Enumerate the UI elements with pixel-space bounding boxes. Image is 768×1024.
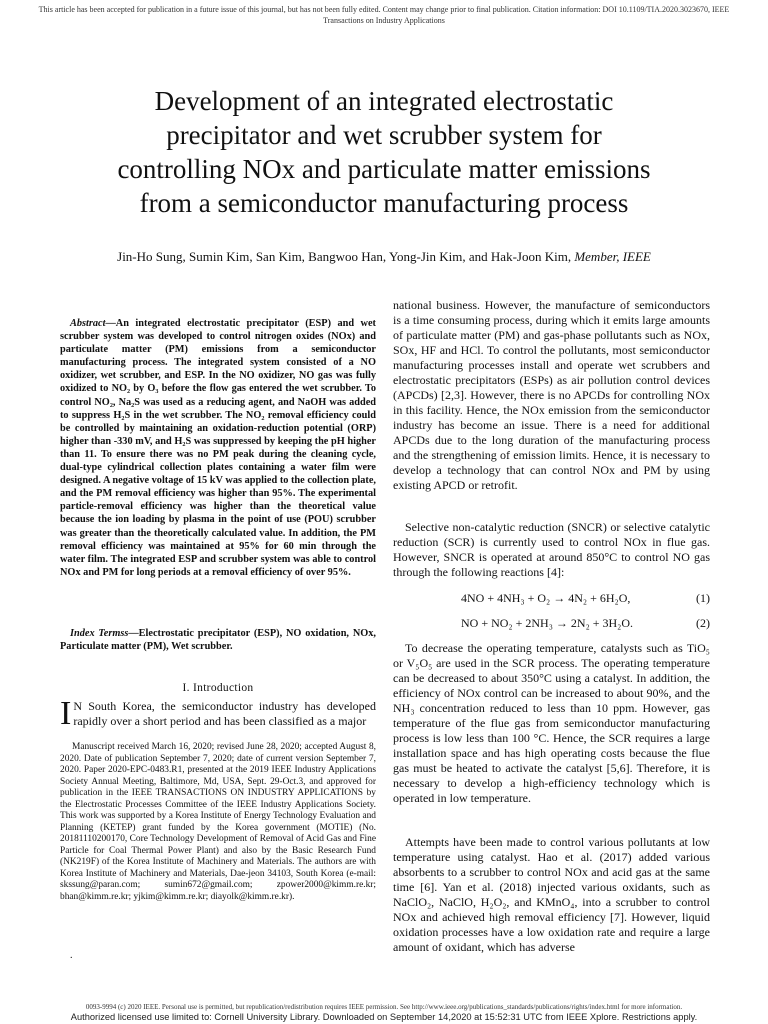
drop-cap: I xyxy=(60,695,72,732)
author-list xyxy=(40,249,728,265)
right-paragraph-1: national business. However, the manufacture of semiconductors is a time consuming process, during which it emits large amounts of particulate matter (PM) and gas-phase pollutants such as NOx, SOx, HF and HCl. To control the pollutants, most semiconductor manufacturing processes install and operate wet scrubbers and electrostatic precipitators (ESPs) as air pollution control devices (APCDs) [2,3]. However, there is no APCDs for controlling NOx in this facility. Hence, the NOx emission from the semiconductor industry has become an issue. There is a need for additional APCDs due to the long duration of the manufacturing process and the strengthening of emission limits. Hence, it is necessary to develop a technology that can control NOx and PM by using existing APCD or retrofit. xyxy=(393,298,710,492)
footnote-dot: . xyxy=(70,950,73,961)
title-line-1: Development of an integrated electrostatic xyxy=(154,86,614,116)
equation-1-number: (1) xyxy=(696,591,710,605)
index-terms-text: —Electrostatic precipitator (ESP), NO oxidation, NOx, Particulate matter (PM), Wet scrubber. xyxy=(60,628,376,653)
index-terms-label: Index Termss xyxy=(70,628,129,639)
author-names: Jin-Ho Sung, Sumin Kim, San Kim, Bangwoo Han, Yong-Jin Kim, and Hak-Joon Kim, xyxy=(117,249,572,264)
manuscript-footnote: Manuscript received March 16, 2020; revised June 28, 2020; accepted August 8, 2020. Date of publication September 7, 2020; date of current version September 7, 2020. Paper 2020-EPC-0483.R1, presented at the 2019 IEEE Industry Applications Society Annual Meeting, Baltimore, Md, USA, Sept. 29-Oct.3, and approved for publication in the IEEE TRANSACTIONS ON INDUSTRY APPLICATIONS by the Electrostatic Processes Committee of the IEEE Industry Applications Society. This work was supported by a Korea Institute of Energy Technology Evaluation and Planning (KETEP) grant funded by the Korea government (MOTIE) (No. 20181110200170, Core Technology Development of Removal of Acid Gas and Fine Particle for Coal Thermal Power Plant) and also by the Basic Research Fund (NK219F) of the Korea Institute of Machinery and Materials. The authors are with Korea Institute of Machinery and Materials, Dae-jeon 34103, South Korea (e-mail: skssung@paran.com; sumin672@gmail.com; zpower2000@kimm.re.kr; bhan@kimm.re.kr; yjkim@kimm.re.kr; diayolk@kimm.re.kr). xyxy=(60,742,376,902)
introduction-paragraph xyxy=(60,695,376,732)
copyright-footer: 0093-9994 (c) 2020 IEEE. Personal use is permitted, but republication/redistribution requires IEEE permission. See http://www.ieee.org/publications_standards/publications/rights/index.html for more information. xyxy=(85,1003,683,1011)
title-line-2: precipitator and wet scrubber system for xyxy=(166,120,602,150)
paper-title xyxy=(40,84,728,220)
equation-1 xyxy=(393,591,710,607)
index-terms xyxy=(60,627,376,653)
journal-header xyxy=(0,4,768,26)
right-paragraph-3: To decrease the operating temperature, catalysts such as TiO₅ or V₅O₅ are used in the SCR process. The operating temperature can be decreased to about 350°C using a catalyst. In addition, the efficiency of NOx control can be increased to about 90%, and the NH₃ concentration reduced to less than 10 ppm. However, gas temperature of the flue gas from semiconductor manufacturing process is low less than 100 °C. Hence, the SCR requires a large installation space and has high operating costs because the flue gas must be heated to activate the catalyst [5,6]. Therefore, it is necessary to develop a high-efficiency technology which is operated in low temperature. xyxy=(393,641,710,805)
title-line-4: from a semiconductor manufacturing process xyxy=(139,188,629,218)
license-footer: Authorized licensed use limited to: Cornell University Library. Downloaded on September 14,2020 at 15:52:31 UTC from IEEE Xplore. Restrictions apply. xyxy=(70,1012,698,1022)
introduction-text: N South Korea, the semiconductor industry has developed rapidly over a short period and has been classified as a major xyxy=(73,699,376,728)
author-membership: Member, IEEE xyxy=(574,249,651,264)
equation-2 xyxy=(393,616,710,632)
right-paragraph-4: Attempts have been made to control various pollutants at low temperature using catalyst. Hao et al. (2017) added various absorbents to a scrubber to control NOx and acid gas at the same time [6]. Yan et al. (2018) injected various oxidants, such as NaClO₂, NaClO, H₂O₂, and KMnO₄, into a scrubber to control NOx and achieved high removal efficiency [7]. However, liquid oxidation processes have a low oxidation rate and require a large amount of oxidant, which has adverse xyxy=(393,835,710,954)
title-line-3: controlling NOx and particulate matter emissions xyxy=(117,154,651,184)
equation-2-number: (2) xyxy=(696,616,710,630)
equation-1-text: 4NO + 4NH₃ + O₂ → 4N₂ + 6H₂O, xyxy=(461,591,631,605)
abstract-text: —An integrated electrostatic precipitator (ESP) and wet scrubber system was developed to control nitrogen oxides (NOx) and particulate matter (PM) emissions from a semiconductor manufacturing process. The integrated system consisted of a NO oxidizer, wet scrubber, and ESP. In the NO oxidizer, NO gas was fully oxidized to NO₂ by O₃ before the flow gas entered the wet scrubber. To control NO₂, Na₂S was used as a reducing agent, and NaOH was added to suppress H₂S in the wet scrubber. The NO₂ removal efficiency could be controlled by maintaining an oxidation-reduction potential (ORP) higher than -330 mV, and H₂S was suppressed by keeping the pH higher than 11. To ensure there was no PM peak during the cleaning cycle, dual-type cylindrical collection plates containing a water film were designed. A negative voltage of 15 kV was applied to the collection plate, and the PM removal efficiency was higher than 95%. The experimental particle-removal efficiency was higher than the theoretical value because the ion loading by plasma in the point of use (POU) scrubber was greater than the theoretically calculated value. In addition, the PM removal efficiency was maintained at 95% for 60 min through the water film. The integrated ESP and scrubber system was able to control NOx and PM for long periods at a removal efficiency of over 95%. xyxy=(60,318,376,578)
header-line-2: Transactions on Industry Applications xyxy=(323,16,445,25)
header-line-1: This article has been accepted for publication in a future issue of this journal, but has not been fully edited. Content may change prior to final publication. Citation information: DOI 10.1109/TIA.2020.3023670, IEEE xyxy=(38,5,730,14)
right-paragraph-2: Selective non-catalytic reduction (SNCR) or selective catalytic reduction (SCR) is currently used to control NOx in flue gas. However, SNCR is operated at around 850°C to control NO gas through the following reactions [4]: xyxy=(393,520,710,579)
abstract xyxy=(60,317,376,579)
equation-2-text: NO + NO₂ + 2NH₃ → 2N₂ + 3H₂O. xyxy=(461,616,634,630)
section-heading-introduction: I. Introduction xyxy=(182,682,254,694)
abstract-label: Abstract xyxy=(70,318,106,329)
